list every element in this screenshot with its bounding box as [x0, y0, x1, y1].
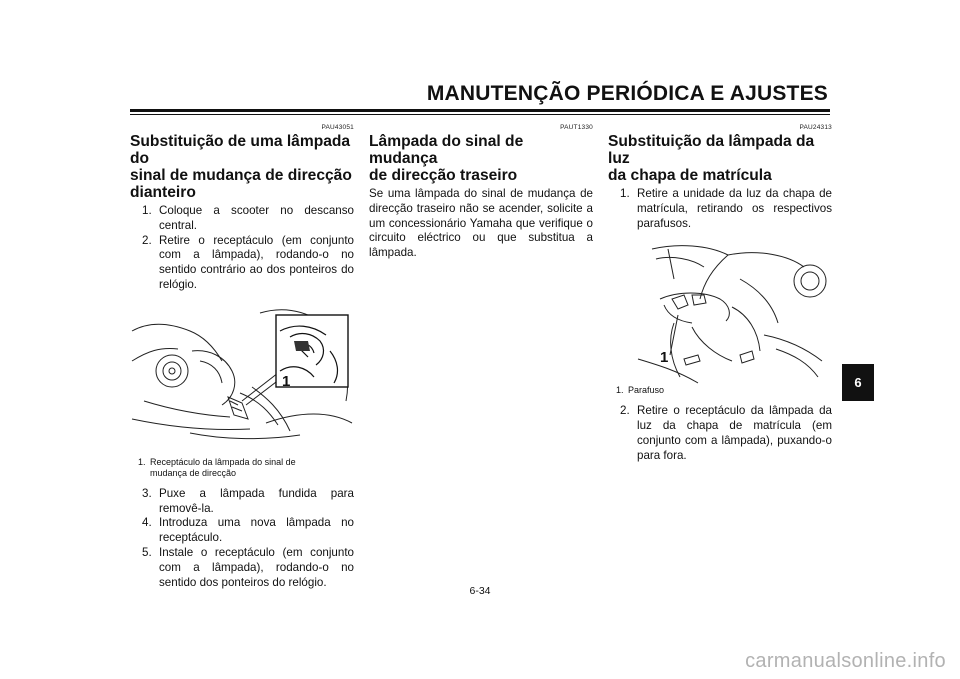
- page-header-title: MANUTENÇÃO PERIÓDICA E AJUSTES: [426, 82, 828, 105]
- figure-callout-number: 1: [660, 349, 669, 367]
- watermark: carmanualsonline.info: [745, 650, 946, 672]
- illustration-front-signal-socket: [130, 301, 354, 443]
- heading-line: Substituição de uma lâmpada do: [130, 133, 351, 167]
- step-item: 2. Retire o receptáculo (em conjunto com a lâmpada), rodando-o no sentido contrário ao dos ponteiros do relógio.: [142, 233, 354, 291]
- illustration-license-plate-light: [608, 239, 832, 385]
- column-license-plate-light: [608, 124, 832, 464]
- step-list: [130, 204, 354, 293]
- step-item: 3. Puxe a lâmpada fundida para removê-la.: [142, 486, 354, 515]
- heading-line: Lâmpada do sinal de mudança: [369, 133, 524, 167]
- heading-line: da chapa de matrícula: [608, 167, 772, 184]
- figure-callout-number: 1: [282, 372, 291, 390]
- header-rule-thick: [130, 109, 830, 112]
- section-heading: [608, 133, 832, 184]
- figure-caption: 1. Receptáculo da lâmpada do sinal de mudança de direcção: [138, 456, 296, 478]
- step-list: [130, 487, 354, 591]
- column-rear-turn-signal: [369, 124, 593, 261]
- section-code: PAU43051: [321, 124, 354, 131]
- section-heading: [369, 133, 593, 184]
- step-list: [608, 187, 832, 231]
- step-item: 1. Retire a unidade da luz da chapa de matrícula, retirando os respectivos parafusos.: [620, 187, 832, 230]
- section-code: PAUT1330: [560, 124, 593, 131]
- step-list: [608, 404, 832, 463]
- figure-caption: 1. Parafuso: [616, 385, 665, 396]
- heading-line: sinal de mudança de direcção: [130, 167, 352, 184]
- heading-line: de direcção traseiro: [369, 167, 518, 184]
- heading-line: dianteiro: [130, 184, 196, 201]
- step-item: 5. Instale o receptáculo (em conjunto com a lâmpada), rodando-o no sentido dos ponteiros do relógio.: [142, 545, 354, 589]
- page-number: 6-34: [469, 585, 491, 597]
- column-front-turn-signal: [130, 124, 354, 590]
- section-code: PAU24313: [799, 124, 832, 131]
- step-item: 2. Retire o receptáculo da lâmpada da luz da chapa de matrícula (em conjunto com a lâmpada), puxando-o para fora.: [620, 404, 832, 462]
- header-rule-thin: [130, 114, 830, 115]
- chapter-tab: 6: [842, 364, 874, 401]
- section-heading: [130, 133, 354, 201]
- step-item: 4. Introduza uma nova lâmpada no receptáculo.: [142, 516, 354, 545]
- step-item: 1. Coloque a scooter no descanso central.: [142, 204, 354, 232]
- section-body: Se uma lâmpada do sinal de mudança de direcção traseiro não se acender, solicite a um concessionário Yamaha que verifique o circuito eléctrico ou que substitua a lâmpada.: [369, 187, 593, 260]
- heading-line: Substituição da lâmpada da luz: [608, 133, 815, 167]
